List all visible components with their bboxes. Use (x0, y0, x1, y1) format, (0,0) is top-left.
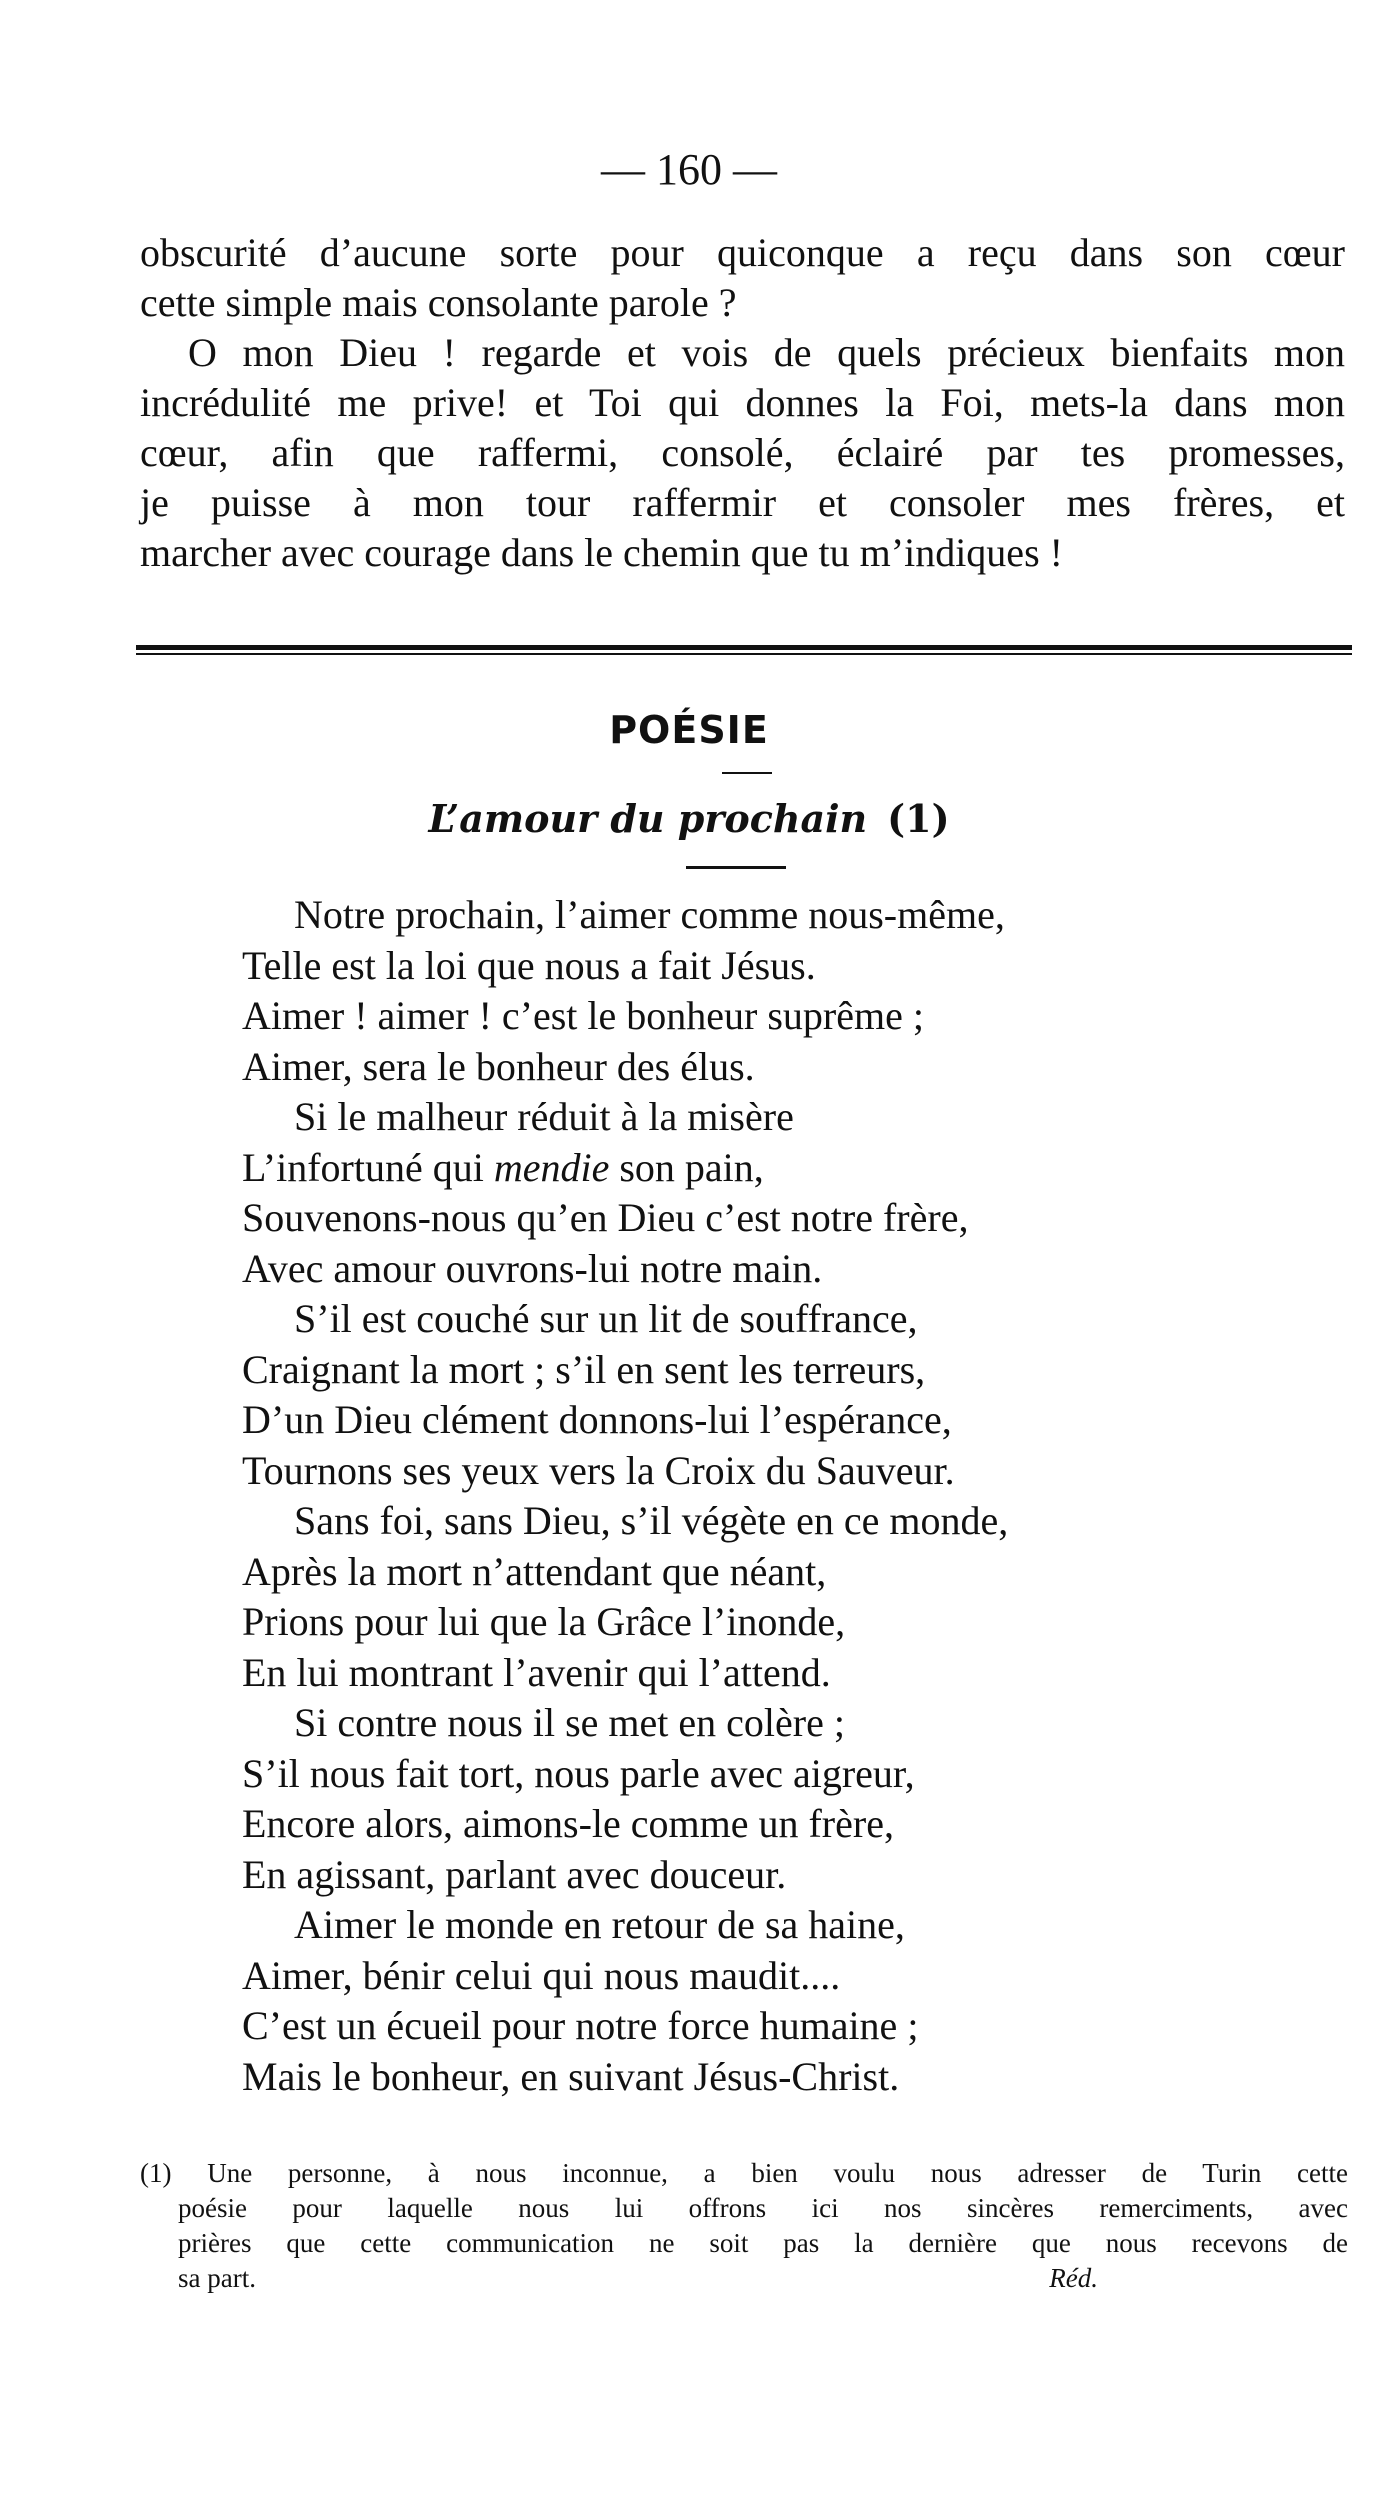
verse-line: Craignant la mort ; s’il en sent les terreurs, (242, 1346, 926, 1392)
footnote-line: sa part. (178, 2263, 256, 2293)
verse-line: Sans foi, sans Dieu, s’il végète en ce monde, (294, 1498, 1009, 1543)
verse-line: Notre prochain, l’aimer comme nous-même, (294, 892, 1005, 937)
prose-block (140, 228, 1345, 578)
footnote-line: prières que cette communication ne soit pas la dernière que nous recevons de (178, 2228, 1348, 2258)
text-line: O mon Dieu ! regarde et vois de quels précieux bienfaits mon (188, 330, 1345, 375)
text-line: marcher avec courage dans le chemin que tu m’indiques ! (140, 530, 1063, 575)
section-divider (136, 645, 1352, 655)
verse-line (242, 1143, 1242, 1194)
verse-line: Aimer le monde en retour de sa haine, (294, 1902, 905, 1947)
verse-line: En lui montrant l’avenir qui l’attend. (242, 1649, 831, 1695)
poem-title-text: L’amour du prochain (428, 796, 868, 841)
poem-dash (686, 866, 786, 869)
verse-line: Prions pour lui que la Grâce l’inonde, (242, 1599, 846, 1644)
verse-line: Mais le bonheur, en suivant Jésus-Christ. (242, 2053, 900, 2099)
verse-line: Aimer, sera le bonheur des élus. (242, 1043, 755, 1089)
verse-fragment: L’infortuné qui (242, 1144, 494, 1190)
verse-line: S’il nous fait tort, nous parle avec aigreur, (242, 1750, 915, 1796)
verse-line: C’est un écueil pour notre force humaine ; (242, 2003, 919, 2048)
editor-signature: Réd. (1049, 2263, 1098, 2293)
section-title: POÉSIE (609, 708, 769, 752)
poem-title (0, 796, 1378, 841)
verse-line: D’un Dieu clément donnons-lui l’espérance, (242, 1397, 952, 1442)
verse-line: S’il est couché sur un lit de souffrance, (294, 1296, 918, 1341)
verse-line: Après la mort n’attendant que néant, (242, 1548, 827, 1594)
footnote (140, 2156, 1348, 2296)
verse-italic: mendie (493, 1144, 610, 1190)
text-line: je puisse à mon tour raffermir et consoler mes frères, et (140, 480, 1345, 525)
verse-line: Aimer, bénir celui qui nous maudit.... (242, 1952, 841, 1998)
verse-line: Si contre nous il se met en colère ; (294, 1700, 845, 1745)
footnote-last-line (140, 2261, 1348, 2296)
verse-line: Encore alors, aimons-le comme un frère, (242, 1801, 894, 1846)
verse-line: Si le malheur réduit à la misère (294, 1094, 794, 1139)
verse-line: En agissant, parlant avec douceur. (242, 1851, 787, 1897)
text-line: obscurité d’aucune sorte pour quiconque a reçu dans son cœur (140, 230, 1345, 275)
verse-line: Tournons ses yeux vers la Croix du Sauveur. (242, 1447, 955, 1493)
verse-line: Telle est la loi que nous a fait Jésus. (242, 942, 816, 988)
text-line: incrédulité me prive! et Toi qui donnes la Foi, mets-la dans mon (140, 380, 1345, 425)
paragraph-1 (140, 228, 1345, 328)
paragraph-2 (140, 328, 1345, 578)
page-number: — 160 — (601, 145, 777, 194)
text-line: cette simple mais consolante parole ? (140, 280, 737, 325)
footnote-line: (1) Une personne, à nous inconnue, a bien voulu nous adresser de Turin cette (140, 2158, 1348, 2188)
poem-body (242, 890, 1242, 2102)
verse-line: Souvenons-nous qu’en Dieu c’est notre frère, (242, 1195, 969, 1240)
verse-fragment: son pain, (609, 1144, 764, 1190)
verse-line: Avec amour ouvrons-lui notre main. (242, 1245, 823, 1291)
title-dash (722, 772, 772, 774)
footnote-ref: (1) (887, 796, 950, 841)
text-line: cœur, afin que raffermi, consolé, éclairé par tes promesses, (140, 430, 1345, 475)
footnote-line: poésie pour laquelle nous lui offrons ici nos sincères remerciments, avec (178, 2193, 1348, 2223)
verse-line: Aimer ! aimer ! c’est le bonheur suprême ; (242, 993, 924, 1038)
